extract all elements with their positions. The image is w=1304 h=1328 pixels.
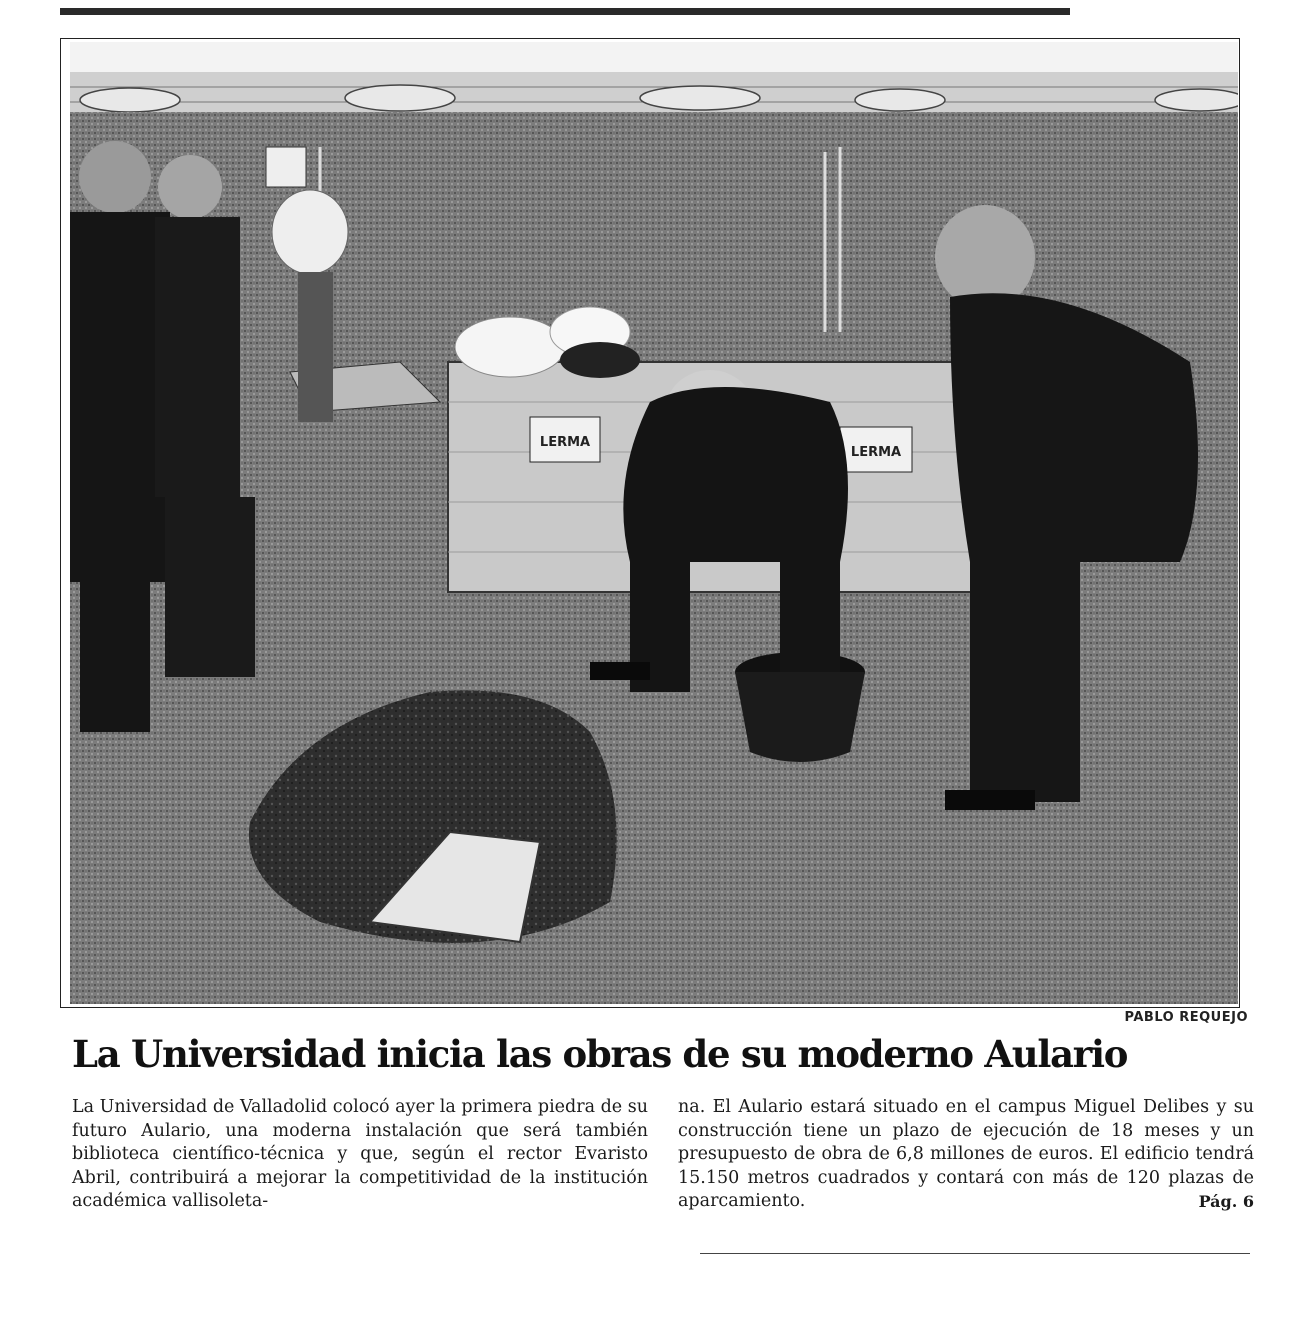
body-column-right-text: na. El Aulario estará situado en el campus Miguel Delibes y su construcción tiene un plazo de ejecución de 18 meses y un presupuesto de obra de 6,8 millones de euros. El edificio tendrá 15.150 metros cuadrados y contará con más de 120 plazas de aparcamiento.	[678, 1097, 1254, 1212]
lerma-text-left: LERMA	[539, 435, 591, 450]
worker	[272, 190, 348, 274]
small-sign	[266, 147, 306, 187]
bucket	[735, 672, 865, 762]
helmet	[560, 342, 640, 378]
news-photo	[70, 42, 1238, 1004]
man-second-left	[155, 155, 255, 677]
lerma-text-right: LERMA	[850, 445, 902, 460]
body-column-left: La Universidad de Valladolid colocó ayer la primera piedra de su futuro Aulario, una moderna instalación que será también biblioteca científico-técnica y que, según el rector Evaristo Abril, contribuirá a mejorar la competitividad de la institución académica vallisoleta-	[72, 1097, 648, 1212]
headline: La Universidad inicia las obras de su moderno Aulario	[72, 1032, 1128, 1076]
body-column-right	[678, 1096, 1254, 1214]
photo-credit: PABLO REQUEJO	[1124, 1010, 1248, 1025]
top-rule	[60, 8, 1070, 15]
page-reference: Pág. 6	[1198, 1192, 1254, 1212]
bottom-rule	[700, 1253, 1250, 1254]
